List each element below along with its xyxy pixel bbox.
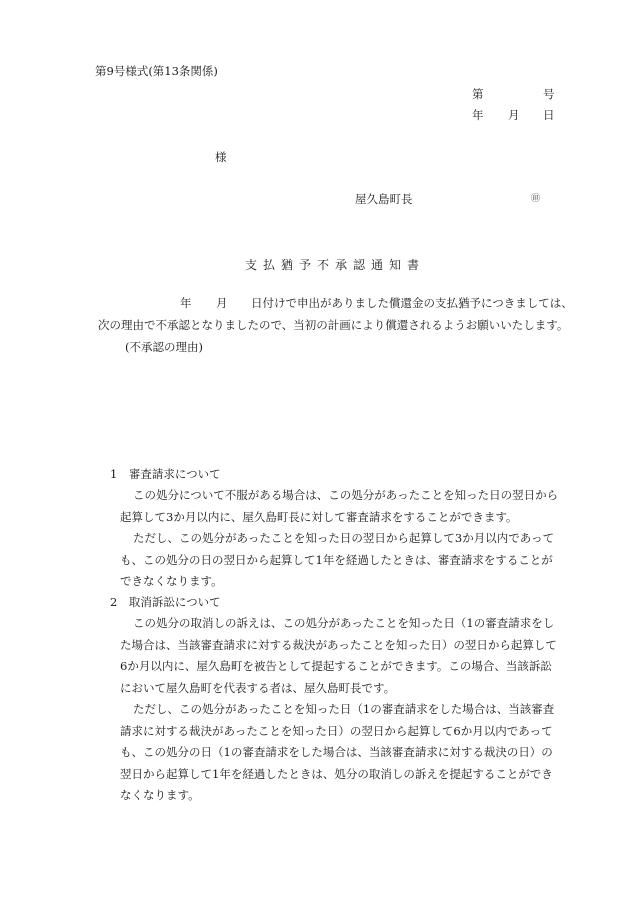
intro-date-year: 年 — [180, 296, 192, 310]
section-1-line: 起算して3か月以内に、屋久島町長に対して審査請求をすることができます。 — [120, 510, 518, 524]
section-1-heading: 1 審査請求について — [110, 467, 221, 481]
seal-mark: ㊞ — [531, 194, 541, 204]
section-2-line: この処分の取消しの訴えは、この処分があったことを知った日（1の審査請求をし — [133, 616, 555, 630]
section-2-line: 翌日から起算して1年を経過したときは、処分の取消しの訴えを提起することができ — [120, 767, 553, 781]
section-1-line: この処分について不服がある場合は、この処分があったことを知った日の翌日から — [133, 488, 559, 502]
intro-date-month: 月 — [216, 296, 228, 310]
section-2-heading: 2 取消訴訟について — [110, 595, 221, 609]
date-month: 月 — [508, 108, 520, 122]
section-2-line: ただし、この処分があったことを知った日（1の審査請求をした場合は、当該審査 — [133, 702, 555, 716]
section-2-line: 請求に対する裁決があったことを知った日）の翌日から起算して6か月以内であって — [120, 724, 553, 738]
section-2-line: た場合は、当該審査請求に対する裁決があったことを知った日）の翌日から起算して — [120, 638, 557, 652]
section-2-line: も、この処分の日（1の審査請求をした場合は、当該審査請求に対する裁決の日）の — [120, 745, 553, 759]
date-year: 年 — [472, 108, 484, 122]
date-day: 日 — [543, 108, 555, 122]
section-2-line: 6か月以内に、屋久島町を被告として提起することができます。この場合、当該訴訟 — [120, 659, 552, 673]
section-2-line: において屋久島町を代表する者は、屋久島町長です。 — [120, 681, 396, 695]
reason-label: (不承認の理由) — [125, 340, 203, 354]
issuer-name: 屋久島町長 — [355, 192, 413, 206]
page-title: 支払猶予不承認通知書 — [245, 258, 426, 272]
intro-line-1: 日付けで申出がありました償還金の支払猶予につきましては、 — [251, 296, 573, 310]
intro-line-2: 次の理由で不承認となりましたので、当初の計画により償還されるようお願いいたします。 — [98, 318, 569, 332]
section-2-line: なくなります。 — [120, 788, 200, 802]
form-label: 第9号様式(第13条関係) — [95, 64, 218, 78]
document-number-suffix: 号 — [543, 87, 555, 101]
document-number-prefix: 第 — [472, 87, 484, 101]
section-1-line: できなくなります。 — [120, 574, 223, 588]
section-1-line: ただし、この処分があったことを知った日の翌日から起算して3か月以内であって — [133, 531, 555, 545]
addressee-honorific: 様 — [215, 150, 227, 164]
section-1-line: も、この処分の日の翌日から起算して1年を経過したときは、審査請求をすることが — [120, 553, 553, 567]
